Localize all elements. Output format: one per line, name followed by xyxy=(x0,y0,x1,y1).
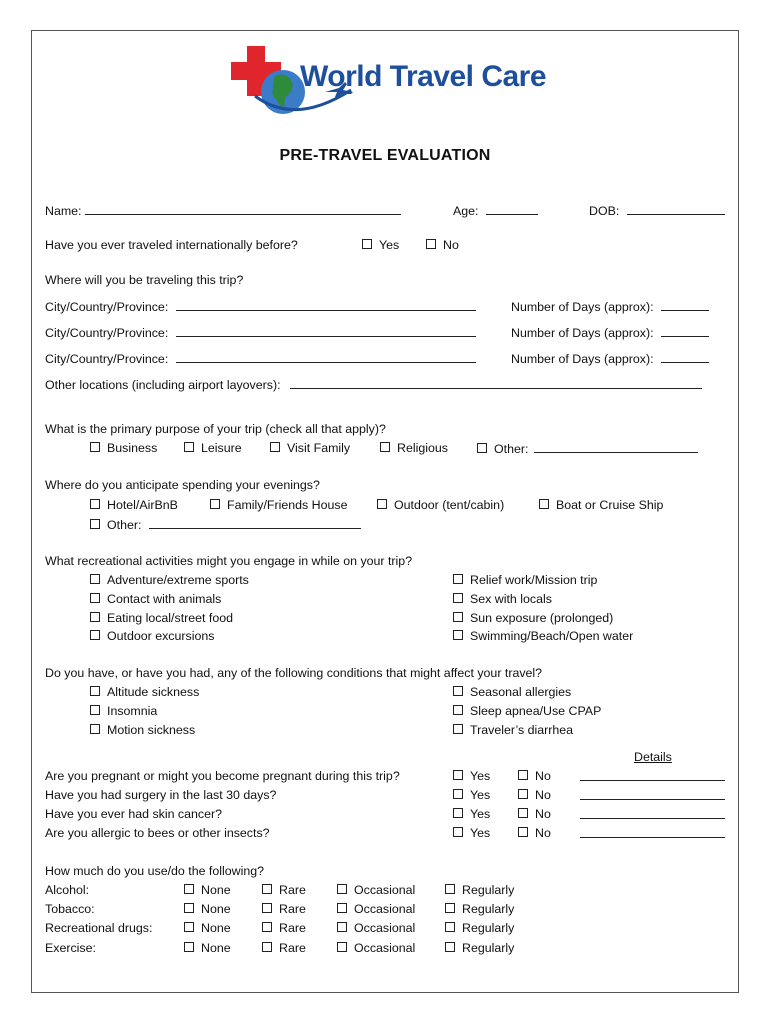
brand-name: World Travel Care xyxy=(300,60,547,93)
activity-option[interactable]: Adventure/extreme sports xyxy=(90,573,249,588)
usage-option[interactable]: Regularly xyxy=(445,921,514,936)
yes-option[interactable]: Yes xyxy=(453,807,490,822)
no-option[interactable]: No xyxy=(518,807,551,822)
purpose-option[interactable]: Leisure xyxy=(184,441,242,456)
dob-label: DOB: xyxy=(589,204,620,218)
usage-option[interactable]: None xyxy=(184,883,231,898)
yesno-question: Are you allergic to bees or other insects? xyxy=(45,826,270,840)
activity-option[interactable]: Sex with locals xyxy=(453,592,552,607)
checkbox-icon[interactable] xyxy=(380,442,390,452)
checkbox-icon[interactable] xyxy=(262,942,272,952)
conditions-question: Do you have, or have you had, any of the following conditions that might affect your travel? xyxy=(45,666,543,680)
days-row: Number of Days (approx): xyxy=(511,351,709,367)
evening-option[interactable]: Boat or Cruise Ship xyxy=(539,498,663,513)
city-row: City/Country/Province: xyxy=(45,351,476,367)
yes-option[interactable]: Yes xyxy=(453,826,490,841)
evening-option[interactable]: Family/Friends House xyxy=(210,498,348,513)
checkbox-icon[interactable] xyxy=(90,630,100,640)
checkbox-icon[interactable] xyxy=(445,942,455,952)
usage-option[interactable]: Regularly xyxy=(445,941,514,956)
condition-option[interactable]: Altitude sickness xyxy=(90,685,199,700)
checkbox-icon[interactable] xyxy=(445,922,455,932)
condition-option[interactable]: Insomnia xyxy=(90,704,157,719)
city-field[interactable] xyxy=(176,325,476,337)
usage-question: How much do you use/do the following? xyxy=(45,864,265,878)
yesno-question: Are you pregnant or might you become pregnant during this trip? xyxy=(45,769,400,783)
checkbox-icon[interactable] xyxy=(184,903,194,913)
checkbox-icon[interactable] xyxy=(184,442,194,452)
name-row xyxy=(45,203,401,219)
age-label: Age: xyxy=(453,204,479,218)
no-option[interactable]: No xyxy=(518,826,551,841)
age-field[interactable] xyxy=(486,203,538,215)
usage-item-label: Exercise: xyxy=(45,941,96,955)
evening-option[interactable]: Hotel/AirBnB xyxy=(90,498,178,513)
other-locations-field[interactable] xyxy=(290,377,702,389)
days-field[interactable] xyxy=(661,351,709,363)
dob-row xyxy=(589,203,725,219)
activity-option[interactable]: Contact with animals xyxy=(90,592,221,607)
days-field[interactable] xyxy=(661,325,709,337)
purpose-option[interactable]: Business xyxy=(90,441,157,456)
usage-option[interactable]: Rare xyxy=(262,883,306,898)
city-field[interactable] xyxy=(176,351,476,363)
checkbox-icon[interactable] xyxy=(426,239,436,249)
condition-option[interactable]: Sleep apnea/Use CPAP xyxy=(453,704,601,719)
name-field[interactable] xyxy=(85,203,401,215)
evenings-question: Where do you anticipate spending your evenings? xyxy=(45,478,320,492)
checkbox-icon[interactable] xyxy=(453,789,463,799)
intl-question: Have you ever traveled internationally before? xyxy=(45,238,298,252)
details-field[interactable] xyxy=(580,807,725,823)
evening-option[interactable]: Outdoor (tent/cabin) xyxy=(377,498,504,513)
usage-option[interactable]: Rare xyxy=(262,902,306,917)
checkbox-icon[interactable] xyxy=(90,686,100,696)
city-row: City/Country/Province: xyxy=(45,325,476,341)
condition-option[interactable]: Seasonal allergies xyxy=(453,685,571,700)
purpose-option[interactable]: Religious xyxy=(380,441,448,456)
evening-option-other[interactable]: Other: xyxy=(90,517,361,533)
checkbox-icon[interactable] xyxy=(184,884,194,894)
checkbox-icon[interactable] xyxy=(90,705,100,715)
checkbox-icon[interactable] xyxy=(337,903,347,913)
usage-option[interactable]: Occasional xyxy=(337,883,415,898)
yes-option[interactable]: Yes xyxy=(453,788,490,803)
activity-option[interactable]: Relief work/Mission trip xyxy=(453,573,597,588)
details-field[interactable] xyxy=(580,826,725,842)
days-field[interactable] xyxy=(661,299,709,311)
checkbox-icon[interactable] xyxy=(445,884,455,894)
usage-item-label: Alcohol: xyxy=(45,883,90,897)
checkbox-icon[interactable] xyxy=(90,612,100,622)
city-row: City/Country/Province: xyxy=(45,299,476,315)
checkbox-icon[interactable] xyxy=(337,884,347,894)
city-field[interactable] xyxy=(176,299,476,311)
purpose-option[interactable]: Visit Family xyxy=(270,441,350,456)
no-option[interactable]: No xyxy=(518,788,551,803)
days-row: Number of Days (approx): xyxy=(511,299,709,315)
checkbox-icon[interactable] xyxy=(90,574,100,584)
activity-option[interactable]: Outdoor excursions xyxy=(90,629,214,644)
intl-yes-option[interactable]: Yes xyxy=(362,238,399,253)
checkbox-icon[interactable] xyxy=(453,724,463,734)
checkbox-icon[interactable] xyxy=(90,593,100,603)
checkbox-icon[interactable] xyxy=(518,808,528,818)
checkbox-icon[interactable] xyxy=(453,593,463,603)
checkbox-icon[interactable] xyxy=(337,922,347,932)
checkbox-icon[interactable] xyxy=(210,499,220,509)
checkbox-icon[interactable] xyxy=(453,808,463,818)
checkbox-icon[interactable] xyxy=(90,442,100,452)
checkbox-icon[interactable] xyxy=(262,884,272,894)
other-locations-row: Other locations (including airport layovers): xyxy=(45,377,702,393)
destinations-question: Where will you be traveling this trip? xyxy=(45,273,244,287)
details-field[interactable] xyxy=(580,769,725,785)
checkbox-icon[interactable] xyxy=(337,942,347,952)
checkbox-icon[interactable] xyxy=(262,922,272,932)
activities-question: What recreational activities might you engage in while on your trip? xyxy=(45,554,413,568)
checkbox-icon[interactable] xyxy=(518,770,528,780)
intl-no-option[interactable]: No xyxy=(426,238,459,253)
usage-option[interactable]: Occasional xyxy=(337,902,415,917)
purpose-question: What is the primary purpose of your trip (check all that apply)? xyxy=(45,422,386,436)
checkbox-icon[interactable] xyxy=(90,724,100,734)
condition-option[interactable]: Traveler’s diarrhea xyxy=(453,723,573,738)
days-row: Number of Days (approx): xyxy=(511,325,709,341)
checkbox-icon[interactable] xyxy=(453,686,463,696)
activity-option[interactable]: Eating local/street food xyxy=(90,611,233,626)
checkbox-icon[interactable] xyxy=(362,239,372,249)
usage-option[interactable]: None xyxy=(184,902,231,917)
checkbox-icon[interactable] xyxy=(445,903,455,913)
activity-option[interactable]: Swimming/Beach/Open water xyxy=(453,629,633,644)
checkbox-icon[interactable] xyxy=(453,612,463,622)
age-row xyxy=(453,203,538,219)
checkbox-icon[interactable] xyxy=(453,574,463,584)
dob-field[interactable] xyxy=(627,203,725,215)
details-field[interactable] xyxy=(580,788,725,804)
usage-option[interactable]: Occasional xyxy=(337,921,415,936)
usage-option[interactable]: Occasional xyxy=(337,941,415,956)
usage-option[interactable]: None xyxy=(184,921,231,936)
checkbox-icon[interactable] xyxy=(184,922,194,932)
purpose-other-field[interactable] xyxy=(534,441,698,453)
checkbox-icon[interactable] xyxy=(539,499,549,509)
checkbox-icon[interactable] xyxy=(270,442,280,452)
condition-option[interactable]: Motion sickness xyxy=(90,723,195,738)
details-header: Details xyxy=(634,750,672,764)
checkbox-icon[interactable] xyxy=(518,827,528,837)
checkbox-icon[interactable] xyxy=(453,630,463,640)
activity-option[interactable]: Sun exposure (prolonged) xyxy=(453,611,613,626)
usage-option[interactable]: Rare xyxy=(262,941,306,956)
usage-item-label: Tobacco: xyxy=(45,902,95,916)
usage-option[interactable]: None xyxy=(184,941,231,956)
yes-option[interactable]: Yes xyxy=(453,769,490,784)
checkbox-icon[interactable] xyxy=(518,789,528,799)
usage-option[interactable]: Regularly xyxy=(445,902,514,917)
purpose-option-other[interactable]: Other: xyxy=(477,441,698,457)
usage-option[interactable]: Rare xyxy=(262,921,306,936)
checkbox-icon[interactable] xyxy=(262,903,272,913)
yesno-question: Have you ever had skin cancer? xyxy=(45,807,223,821)
checkbox-icon[interactable] xyxy=(90,519,100,529)
usage-item-label: Recreational drugs: xyxy=(45,921,153,935)
checkbox-icon[interactable] xyxy=(453,705,463,715)
checkbox-icon[interactable] xyxy=(453,827,463,837)
name-label: Name: xyxy=(45,204,82,218)
checkbox-icon[interactable] xyxy=(184,942,194,952)
checkbox-icon[interactable] xyxy=(453,770,463,780)
checkbox-icon[interactable] xyxy=(377,499,387,509)
evening-other-field[interactable] xyxy=(149,517,361,529)
yesno-question: Have you had surgery in the last 30 days? xyxy=(45,788,277,802)
usage-option[interactable]: Regularly xyxy=(445,883,514,898)
page-title: PRE-TRAVEL EVALUATION xyxy=(279,147,491,164)
no-option[interactable]: No xyxy=(518,769,551,784)
checkbox-icon[interactable] xyxy=(90,499,100,509)
checkbox-icon[interactable] xyxy=(477,443,487,453)
